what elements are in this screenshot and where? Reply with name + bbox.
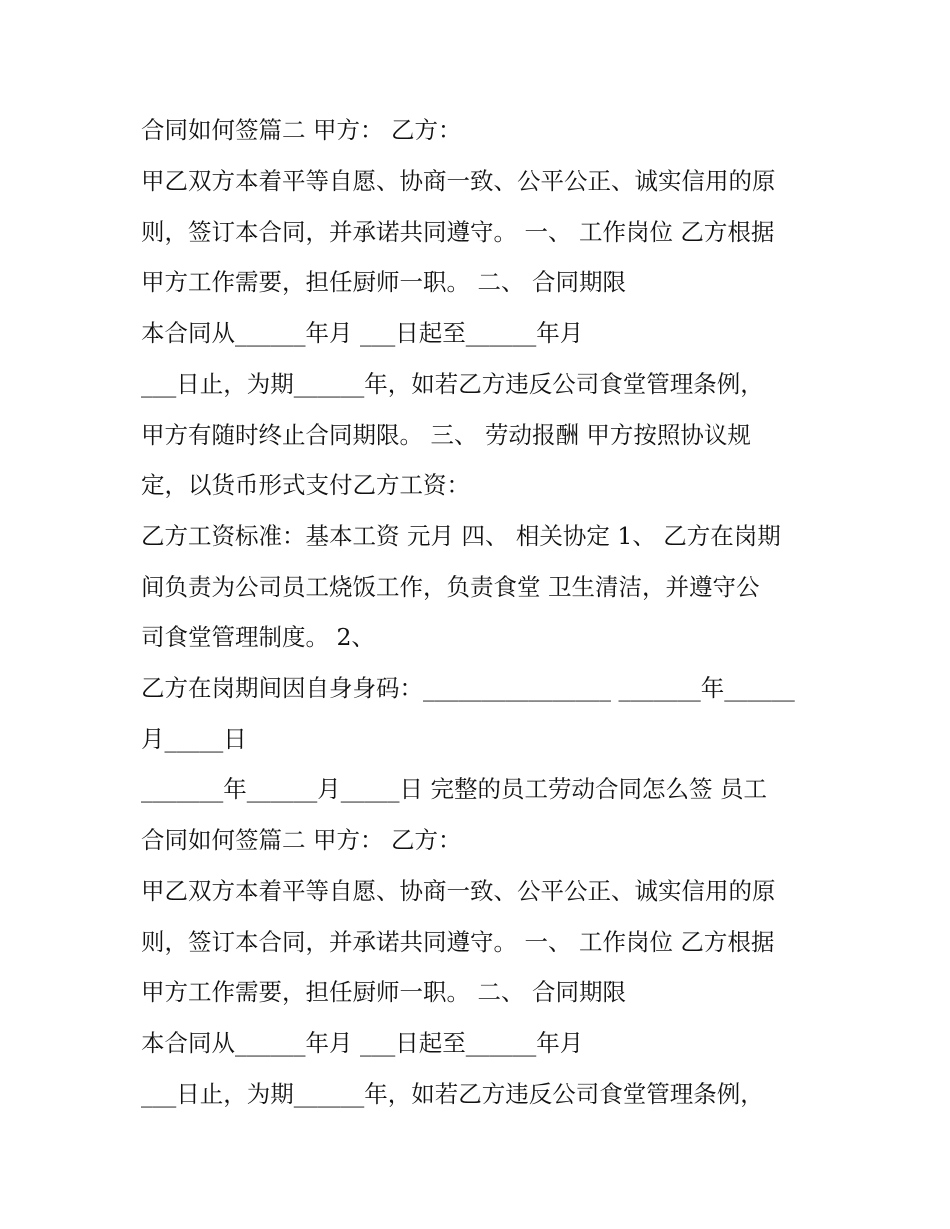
text-line: 甲方工作需要，担任厨师一职。 二、 合同期限 — [141, 978, 626, 1006]
text-line: 甲乙双方本着平等自愿、协商一致、公平公正、诚实信用的原 — [141, 877, 776, 905]
text-line: 本合同从______年月 ___日起至______年月 — [141, 1029, 584, 1057]
text-line: ___日止，为期______年，如若乙方违反公司食堂管理条例， — [141, 1080, 764, 1108]
text-line: 乙方工资标准：基本工资 元月 四、 相关协定 1、 乙方在岗期 — [141, 522, 781, 550]
text-line: 甲方工作需要，担任厨师一职。 二、 合同期限 — [141, 268, 626, 296]
text-line: 乙方在岗期间因自身身码：________________ _______年______ — [141, 674, 795, 702]
text-line: _______年______月_____日 完整的员工劳动合同怎么签 员工 — [141, 775, 767, 803]
text-line: 甲方有随时终止合同期限。 三、 劳动报酬 甲方按照协议规 — [141, 421, 751, 449]
text-line: 甲乙双方本着平等自愿、协商一致、公平公正、诚实信用的原 — [141, 167, 776, 195]
text-line: 月_____日 — [141, 725, 247, 753]
text-line: 则，签订本合同，并承诺共同遵守。 一、 工作岗位 乙方根据 — [141, 218, 775, 246]
text-line: 本合同从______年月 ___日起至______年月 — [141, 319, 584, 347]
text-line: 则，签订本合同，并承诺共同遵守。 一、 工作岗位 乙方根据 — [141, 928, 775, 956]
text-line: 定，以货币形式支付乙方工资： — [141, 471, 470, 499]
text-line: 间负责为公司员工烧饭工作，负责食堂 卫生清洁，并遵守公 — [141, 573, 760, 601]
text-line: 合同如何签篇二 甲方： 乙方： — [141, 826, 462, 854]
text-line: ___日止，为期______年，如若乙方违反公司食堂管理条例， — [141, 370, 764, 398]
text-line: 司食堂管理制度。 2、 — [141, 623, 375, 651]
text-line: 合同如何签篇二 甲方： 乙方： — [141, 116, 462, 144]
